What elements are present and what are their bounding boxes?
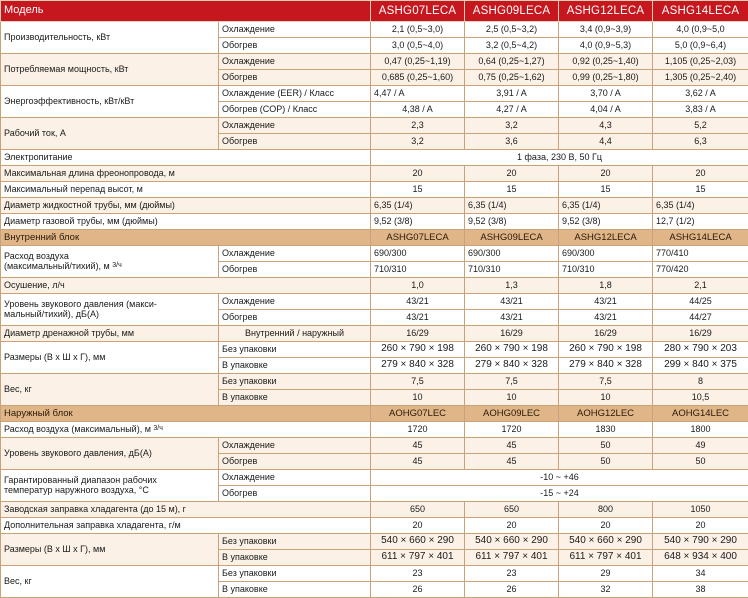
indoor-airflow-heating-label: Обогрев: [219, 262, 371, 278]
outdoor-dims-pkg-1: 611 × 797 × 401: [371, 550, 465, 566]
temp-range-label: [1, 470, 219, 502]
pipe-length-row: [1, 166, 748, 182]
indoor-noise-cooling-label: Охлаждение: [219, 294, 371, 310]
outdoor-weight-net-3: 29: [559, 566, 653, 582]
gas-pipe-1: 9,52 (3/8): [371, 214, 465, 230]
indoor-noise-heating-label: Обогрев: [219, 310, 371, 326]
factory-charge-1: 650: [371, 502, 465, 518]
outdoor-weight-net-row: [1, 566, 748, 582]
capacity-heating-1: 3,0 (0,5~4,0): [371, 38, 465, 54]
outdoor-airflow-1: 1720: [371, 422, 465, 438]
temp-range-cooling-value: -10 ~ +46: [371, 470, 748, 486]
liquid-pipe-1: 6,35 (1/4): [371, 198, 465, 214]
outdoor-airflow-2: 1720: [465, 422, 559, 438]
outdoor-noise-cooling-row: [1, 438, 748, 454]
indoor-weight-net-1: 7,5: [371, 374, 465, 390]
liquid-pipe-2: 6,35 (1/4): [465, 198, 559, 214]
drain-row: [1, 326, 748, 342]
header-model-2: ASHG09LECA: [465, 1, 559, 22]
power-cooling-row: [1, 54, 748, 70]
outdoor-model-4: AOHG14LEC: [653, 406, 748, 422]
efficiency-cooling-label: Охлаждение (EER) / Класс: [219, 86, 371, 102]
header-row: [1, 1, 748, 22]
extra-charge-row: [1, 518, 748, 534]
indoor-noise-cooling-3: 43/21: [559, 294, 653, 310]
current-cooling-4: 5,2: [653, 118, 748, 134]
indoor-airflow-label: [1, 246, 219, 278]
indoor-weight-net-row: [1, 374, 748, 390]
outdoor-dims-net-3: 540 × 660 × 290: [559, 534, 653, 550]
extra-charge-3: 20: [559, 518, 653, 534]
efficiency-heating-2: 4,27 / A: [465, 102, 559, 118]
indoor-noise-cooling-1: 43/21: [371, 294, 465, 310]
outdoor-noise-cooling-4: 49: [653, 438, 748, 454]
indoor-model-3: ASHG12LECA: [559, 230, 653, 246]
pipe-length-label: Максимальная длина фреонопровода, м: [1, 166, 371, 182]
indoor-weight-pkg-2: 10: [465, 390, 559, 406]
height-diff-row: [1, 182, 748, 198]
outdoor-dims-net-1: 540 × 660 × 290: [371, 534, 465, 550]
power-cooling-3: 0,92 (0,25~1,40): [559, 54, 653, 70]
outdoor-dims-pkg-4: 648 × 934 × 400: [653, 550, 748, 566]
indoor-weight-pkg-label: В упаковке: [219, 390, 371, 406]
outdoor-noise-label: Уровень звукового давления, дБ(А): [1, 438, 219, 470]
outdoor-weight-net-label: Без упаковки: [219, 566, 371, 582]
extra-charge-4: 20: [653, 518, 748, 534]
indoor-model-1: ASHG07LECA: [371, 230, 465, 246]
capacity-cooling-3: 3,4 (0,9~3,9): [559, 22, 653, 38]
outdoor-airflow-label-text: Расход воздуха (максимальный), м: [4, 424, 151, 434]
power-cooling-4: 1,105 (0,25~2,03): [653, 54, 748, 70]
indoor-dims-net-row: [1, 342, 748, 358]
power-heating-1: 0,685 (0,25~1,60): [371, 70, 465, 86]
indoor-model-2: ASHG09LECA: [465, 230, 559, 246]
capacity-cooling-1: 2,1 (0,5~3,0): [371, 22, 465, 38]
dehumid-row: [1, 278, 748, 294]
temp-range-heating-label: Обогрев: [219, 486, 371, 502]
factory-charge-2: 650: [465, 502, 559, 518]
indoor-weight-label: Вес, кг: [1, 374, 219, 406]
indoor-section-row: [1, 230, 748, 246]
power-supply-value: 1 фаза, 230 В, 50 Гц: [371, 150, 748, 166]
outdoor-airflow-row: [1, 422, 748, 438]
liquid-pipe-3: 6,35 (1/4): [559, 198, 653, 214]
outdoor-weight-net-2: 23: [465, 566, 559, 582]
indoor-noise-cooling-row: [1, 294, 748, 310]
dehumid-1: 1,0: [371, 278, 465, 294]
outdoor-airflow-label: [1, 422, 371, 438]
pipe-length-1: 20: [371, 166, 465, 182]
temp-range-cooling-row: [1, 470, 748, 486]
factory-charge-label: Заводская заправка хладагента (до 15 м), г: [1, 502, 371, 518]
efficiency-heating-1: 4,38 / A: [371, 102, 465, 118]
efficiency-heating-4: 3,83 / A: [653, 102, 748, 118]
gas-pipe-2: 9,52 (3/8): [465, 214, 559, 230]
outdoor-noise-heating-3: 50: [559, 454, 653, 470]
header-model-3: ASHG12LECA: [559, 1, 653, 22]
indoor-noise-label-line1: Уровень звукового давления (макси-: [4, 299, 157, 309]
efficiency-heating-3: 4,04 / A: [559, 102, 653, 118]
efficiency-cooling-row: [1, 86, 748, 102]
outdoor-noise-cooling-2: 45: [465, 438, 559, 454]
indoor-noise-label: [1, 294, 219, 326]
current-cooling-row: [1, 118, 748, 134]
indoor-airflow-cooling-4: 770/410: [653, 246, 748, 262]
indoor-dims-net-2: 260 × 790 × 198: [465, 342, 559, 358]
outdoor-model-2: AOHG09LEC: [465, 406, 559, 422]
outdoor-weight-net-1: 23: [371, 566, 465, 582]
capacity-cooling-2: 2,5 (0,5~3,2): [465, 22, 559, 38]
drain-3: 16/29: [559, 326, 653, 342]
capacity-cooling-label: Охлаждение: [219, 22, 371, 38]
indoor-noise-heating-1: 43/21: [371, 310, 465, 326]
power-heating-3: 0,99 (0,25~1,80): [559, 70, 653, 86]
capacity-heating-3: 4,0 (0,9~5,3): [559, 38, 653, 54]
power-cooling-label: Охлаждение: [219, 54, 371, 70]
outdoor-dims-net-4: 540 × 790 × 290: [653, 534, 748, 550]
outdoor-airflow-3: 1830: [559, 422, 653, 438]
indoor-airflow-heating-3: 710/310: [559, 262, 653, 278]
temp-range-label-line1: Гарантированный диапазон рабочих: [4, 475, 157, 485]
outdoor-model-3: AOHG12LEC: [559, 406, 653, 422]
indoor-dims-pkg-label: В упаковке: [219, 358, 371, 374]
outdoor-section-row: [1, 406, 748, 422]
extra-charge-label: Дополнительная заправка хладагента, г/м: [1, 518, 371, 534]
temp-range-heating-value: -15 ~ +24: [371, 486, 748, 502]
indoor-airflow-cooling-row: [1, 246, 748, 262]
power-supply-row: [1, 150, 748, 166]
drain-4: 16/29: [653, 326, 748, 342]
height-diff-1: 15: [371, 182, 465, 198]
indoor-noise-heating-2: 43/21: [465, 310, 559, 326]
outdoor-noise-cooling-1: 45: [371, 438, 465, 454]
dehumid-4: 2,1: [653, 278, 748, 294]
indoor-weight-net-4: 8: [653, 374, 748, 390]
current-cooling-2: 3,2: [465, 118, 559, 134]
gas-pipe-row: [1, 214, 748, 230]
indoor-airflow-heating-1: 710/310: [371, 262, 465, 278]
header-model-label: Модель: [1, 1, 371, 22]
height-diff-3: 15: [559, 182, 653, 198]
efficiency-cooling-2: 3,91 / A: [465, 86, 559, 102]
liquid-pipe-row: [1, 198, 748, 214]
indoor-dims-pkg-1: 279 × 840 × 328: [371, 358, 465, 374]
indoor-weight-net-label: Без упаковки: [219, 374, 371, 390]
indoor-weight-net-3: 7,5: [559, 374, 653, 390]
indoor-weight-pkg-3: 10: [559, 390, 653, 406]
indoor-airflow-cooling-label: Охлаждение: [219, 246, 371, 262]
drain-label: Диаметр дренажной трубы, мм: [1, 326, 219, 342]
current-heating-1: 3,2: [371, 134, 465, 150]
indoor-weight-pkg-1: 10: [371, 390, 465, 406]
outdoor-weight-label: Вес, кг: [1, 566, 219, 598]
indoor-dims-net-1: 260 × 790 × 198: [371, 342, 465, 358]
indoor-dims-pkg-3: 279 × 840 × 328: [559, 358, 653, 374]
outdoor-dims-net-2: 540 × 660 × 290: [465, 534, 559, 550]
power-label: Потребляемая мощность, кВт: [1, 54, 219, 86]
header-model-1: ASHG07LECA: [371, 1, 465, 22]
capacity-cooling-row: [1, 22, 748, 38]
indoor-dims-label: Размеры (В х Ш х Г), мм: [1, 342, 219, 374]
outdoor-weight-pkg-1: 26: [371, 582, 465, 598]
outdoor-dims-net-label: Без упаковки: [219, 534, 371, 550]
efficiency-heating-label: Обогрев (COP) / Класс: [219, 102, 371, 118]
drain-2: 16/29: [465, 326, 559, 342]
capacity-label: Производительность, кВт: [1, 22, 219, 54]
dehumid-2: 1,3: [465, 278, 559, 294]
extra-charge-1: 20: [371, 518, 465, 534]
outdoor-weight-pkg-4: 38: [653, 582, 748, 598]
current-cooling-label: Охлаждение: [219, 118, 371, 134]
current-heating-label: Обогрев: [219, 134, 371, 150]
indoor-dims-net-3: 260 × 790 × 198: [559, 342, 653, 358]
outdoor-dims-pkg-3: 611 × 797 × 401: [559, 550, 653, 566]
gas-pipe-3: 9,52 (3/8): [559, 214, 653, 230]
dehumid-label: Осушение, л/ч: [1, 278, 371, 294]
indoor-noise-heating-3: 43/21: [559, 310, 653, 326]
outdoor-dims-pkg-label: В упаковке: [219, 550, 371, 566]
indoor-section-label: Внутренний блок: [1, 230, 371, 246]
outdoor-model-1: AOHG07LEC: [371, 406, 465, 422]
gas-pipe-label: Диаметр газовой трубы, мм (дюймы): [1, 214, 371, 230]
outdoor-noise-heating-label: Обогрев: [219, 454, 371, 470]
drain-sub-label: Внутренний / наружный: [219, 326, 371, 342]
outdoor-weight-pkg-3: 32: [559, 582, 653, 598]
indoor-noise-cooling-2: 43/21: [465, 294, 559, 310]
power-cooling-1: 0,47 (0,25~1,19): [371, 54, 465, 70]
capacity-heating-4: 5,0 (0,9~6,4): [653, 38, 748, 54]
indoor-airflow-cooling-3: 690/300: [559, 246, 653, 262]
indoor-airflow-label-line2: (максимальный/тихий), м: [4, 261, 110, 271]
indoor-airflow-cooling-1: 690/300: [371, 246, 465, 262]
indoor-noise-label-line2: мальный/тихий), дБ(А): [4, 309, 99, 319]
indoor-model-4: ASHG14LECA: [653, 230, 748, 246]
pipe-length-2: 20: [465, 166, 559, 182]
indoor-weight-pkg-4: 10,5: [653, 390, 748, 406]
current-cooling-3: 4,3: [559, 118, 653, 134]
power-heating-label: Обогрев: [219, 70, 371, 86]
outdoor-noise-heating-4: 50: [653, 454, 748, 470]
outdoor-airflow-4: 1800: [653, 422, 748, 438]
indoor-dims-pkg-2: 279 × 840 × 328: [465, 358, 559, 374]
capacity-heating-2: 3,2 (0,5~4,2): [465, 38, 559, 54]
pipe-length-4: 20: [653, 166, 748, 182]
current-label: Рабочий ток, А: [1, 118, 219, 150]
drain-1: 16/29: [371, 326, 465, 342]
temp-range-label-line2: температур наружного воздуха, °С: [4, 485, 149, 495]
outdoor-noise-heating-2: 45: [465, 454, 559, 470]
indoor-weight-net-2: 7,5: [465, 374, 559, 390]
efficiency-cooling-3: 3,70 / A: [559, 86, 653, 102]
indoor-airflow-heating-2: 710/310: [465, 262, 559, 278]
capacity-cooling-4: 4,0 (0,9~5,0: [653, 22, 748, 38]
outdoor-noise-heating-1: 45: [371, 454, 465, 470]
outdoor-weight-pkg-label: В упаковке: [219, 582, 371, 598]
power-supply-label: Электропитание: [1, 150, 371, 166]
current-cooling-1: 2,3: [371, 118, 465, 134]
power-cooling-2: 0,64 (0,25~1,27): [465, 54, 559, 70]
current-heating-2: 3,6: [465, 134, 559, 150]
indoor-noise-heating-4: 44/27: [653, 310, 748, 326]
indoor-airflow-label-line1: Расход воздуха: [4, 251, 69, 261]
current-heating-4: 6,3: [653, 134, 748, 150]
outdoor-dims-pkg-2: 611 × 797 × 401: [465, 550, 559, 566]
indoor-airflow-cooling-2: 690/300: [465, 246, 559, 262]
outdoor-dims-label: Размеры (В х Ш х Г), мм: [1, 534, 219, 566]
efficiency-label: Энергоэффективность, кВт/кВт: [1, 86, 219, 118]
outdoor-airflow-unit: 3/ч: [153, 425, 163, 432]
efficiency-cooling-1: 4,47 / A: [371, 86, 465, 102]
outdoor-noise-cooling-3: 50: [559, 438, 653, 454]
outdoor-dims-net-row: [1, 534, 748, 550]
indoor-dims-net-4: 280 × 790 × 203: [653, 342, 748, 358]
height-diff-2: 15: [465, 182, 559, 198]
height-diff-4: 15: [653, 182, 748, 198]
pipe-length-3: 20: [559, 166, 653, 182]
height-diff-label: Максимальный перепад высот, м: [1, 182, 371, 198]
liquid-pipe-4: 6,35 (1/4): [653, 198, 748, 214]
capacity-heating-label: Обогрев: [219, 38, 371, 54]
outdoor-weight-net-4: 34: [653, 566, 748, 582]
factory-charge-row: [1, 502, 748, 518]
current-heating-3: 4,4: [559, 134, 653, 150]
extra-charge-2: 20: [465, 518, 559, 534]
outdoor-section-label: Наружный блок: [1, 406, 371, 422]
liquid-pipe-label: Диаметр жидкостной трубы, мм (дюймы): [1, 198, 371, 214]
indoor-airflow-heating-4: 770/420: [653, 262, 748, 278]
power-heating-4: 1,305 (0,25~2,40): [653, 70, 748, 86]
efficiency-cooling-4: 3,62 / A: [653, 86, 748, 102]
header-model-4: ASHG14LECA: [653, 1, 748, 22]
indoor-dims-pkg-4: 299 × 840 × 375: [653, 358, 748, 374]
power-heating-2: 0,75 (0,25~1,62): [465, 70, 559, 86]
indoor-dims-net-label: Без упаковки: [219, 342, 371, 358]
outdoor-weight-pkg-2: 26: [465, 582, 559, 598]
gas-pipe-4: 12,7 (1/2): [653, 214, 748, 230]
factory-charge-4: 1050: [653, 502, 748, 518]
indoor-airflow-unit: 3/ч: [112, 262, 122, 269]
temp-range-cooling-label: Охлаждение: [219, 470, 371, 486]
indoor-noise-cooling-4: 44/25: [653, 294, 748, 310]
outdoor-noise-cooling-label: Охлаждение: [219, 438, 371, 454]
dehumid-3: 1,8: [559, 278, 653, 294]
factory-charge-3: 800: [559, 502, 653, 518]
